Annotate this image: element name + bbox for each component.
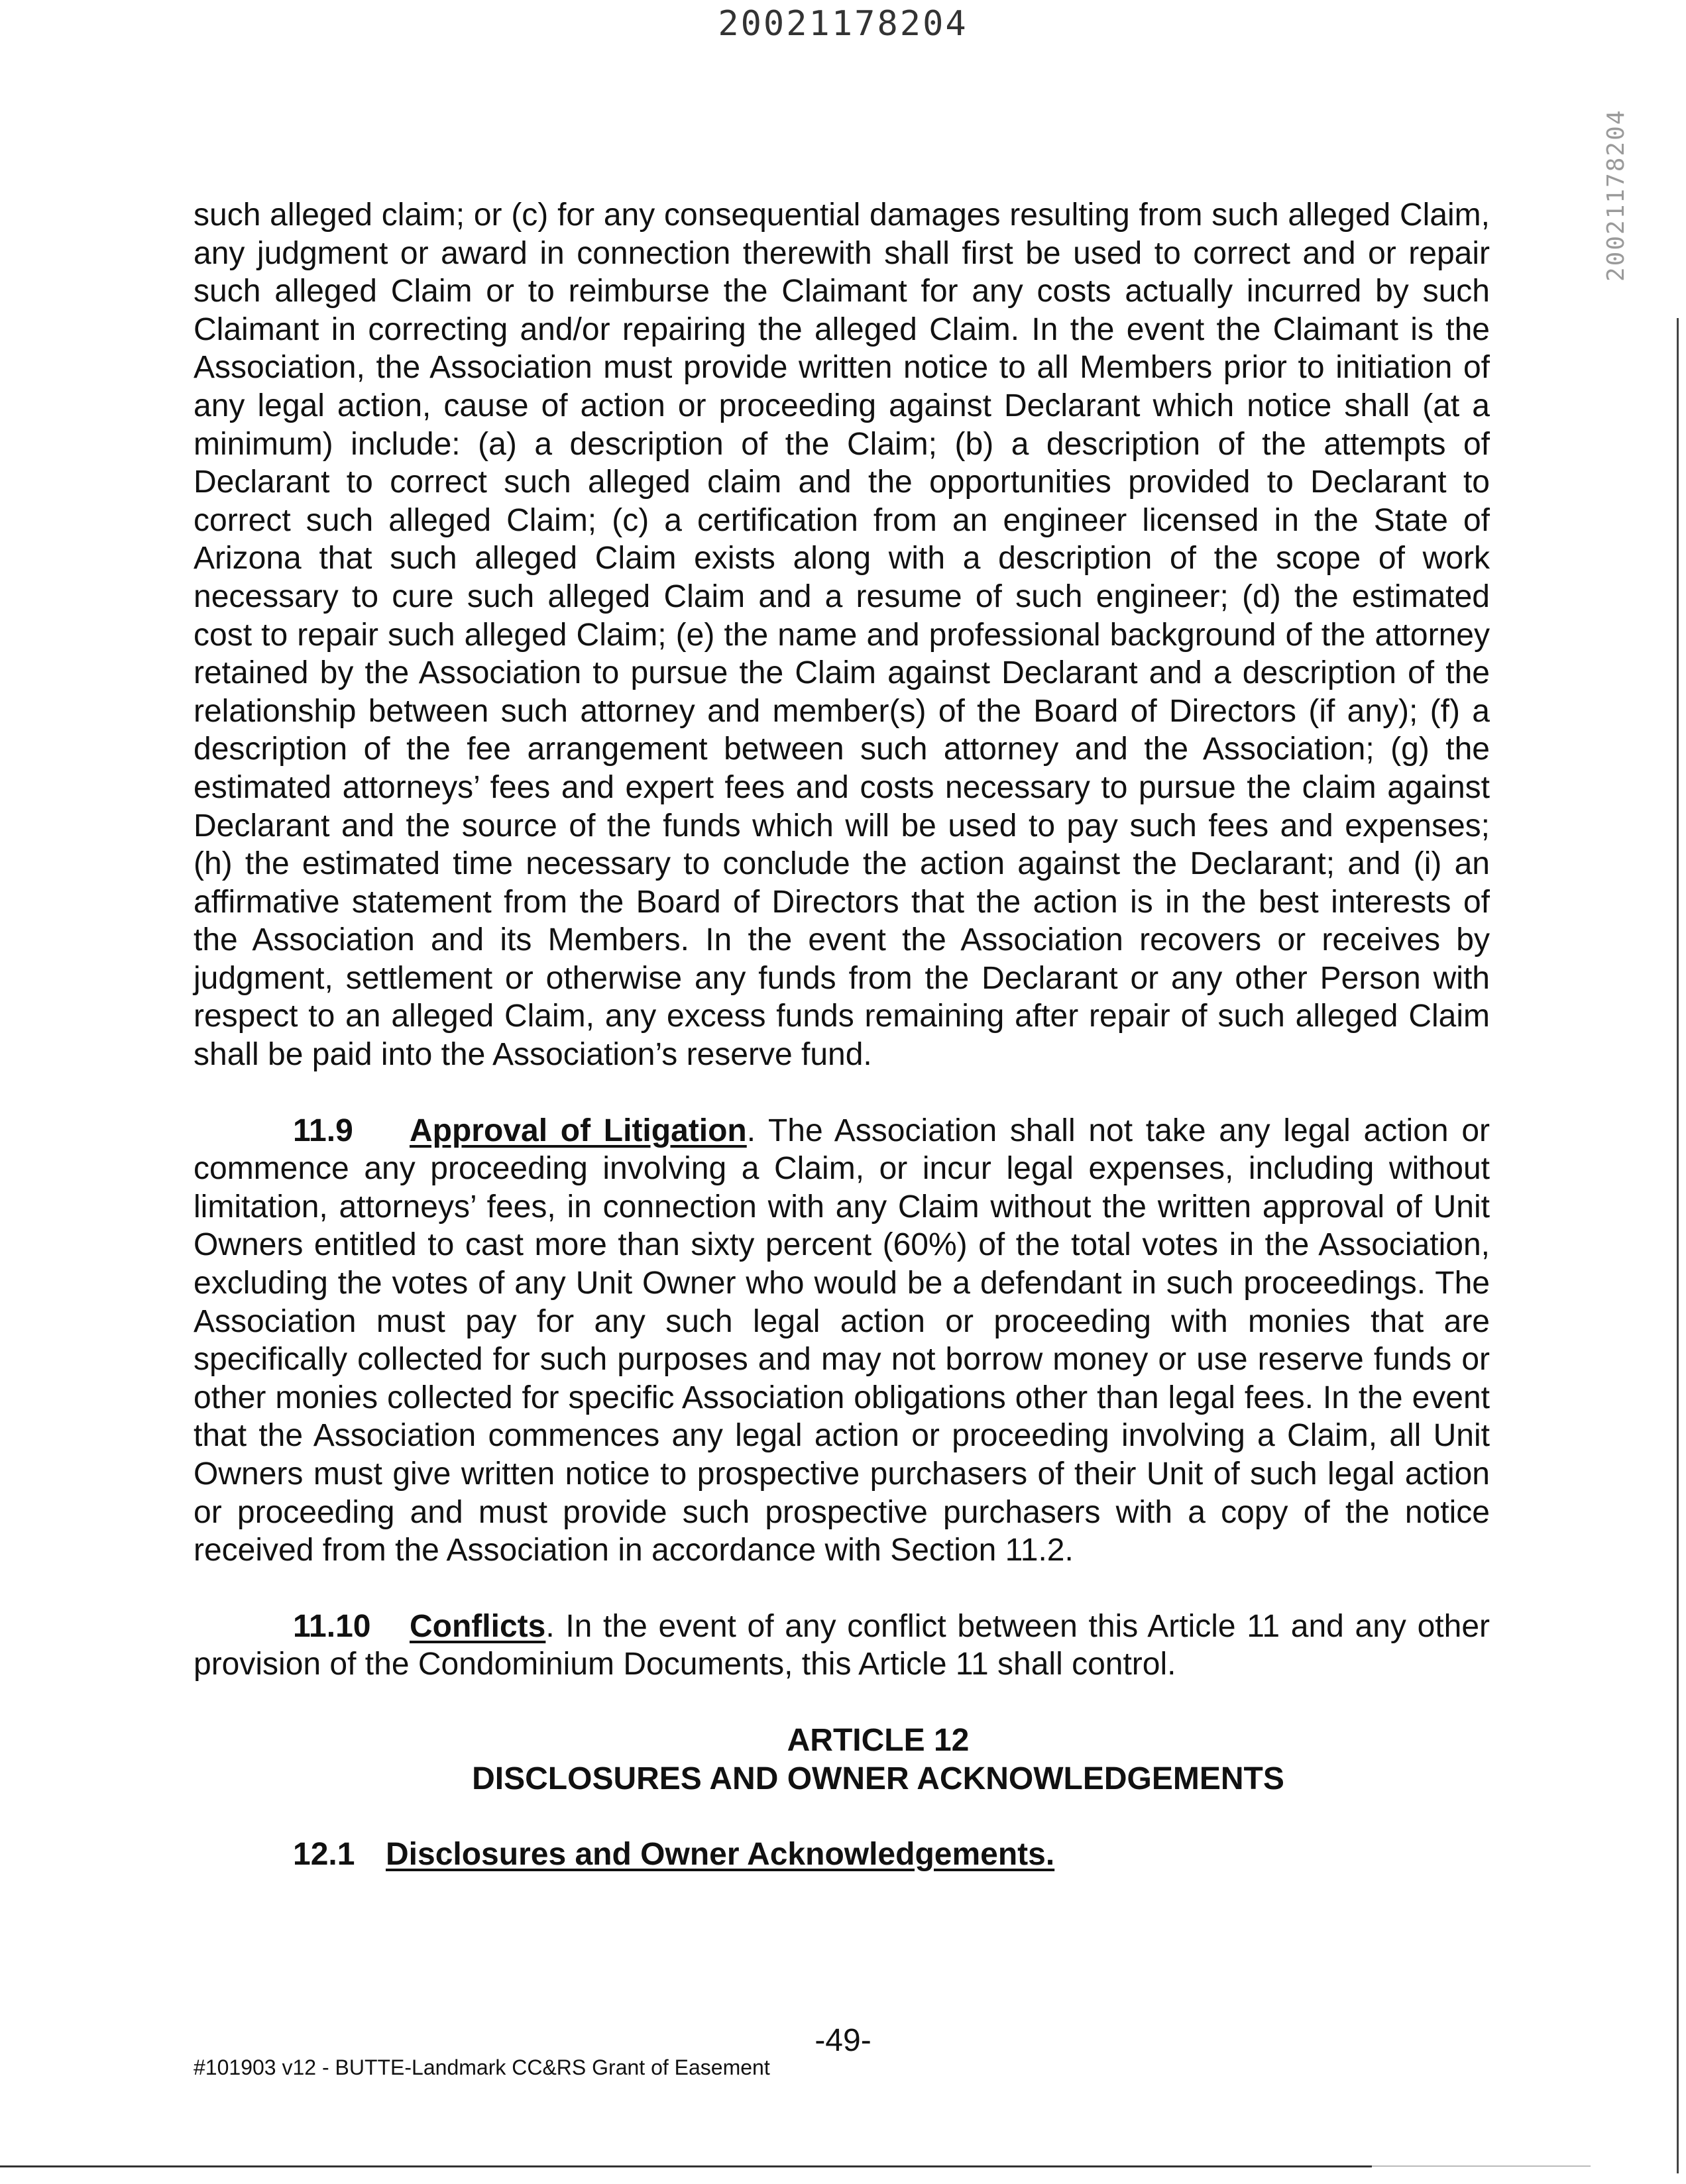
section-11-10-number: 11.10 bbox=[293, 1608, 371, 1644]
section-12-1-title: Disclosures and Owner Acknowledgements. bbox=[386, 1837, 1055, 1873]
section-12-1-number: 12.1 bbox=[293, 1837, 355, 1873]
section-11-10-title: Conflicts bbox=[410, 1608, 546, 1644]
right-margin-rule bbox=[1677, 318, 1679, 2173]
bottom-rule-faint bbox=[1372, 2165, 1591, 2167]
document-body bbox=[194, 196, 1490, 1874]
footer-document-reference: #101903 v12 - BUTTE-Landmark CC&RS Grant of Easement bbox=[194, 2055, 770, 2079]
section-11-10 bbox=[194, 1608, 1490, 1684]
side-recording-stamp: 20021178204 bbox=[1602, 109, 1630, 282]
section-11-9 bbox=[194, 1112, 1490, 1570]
article-heading: ARTICLE 12 bbox=[787, 1722, 970, 1758]
bottom-rule bbox=[0, 2165, 1372, 2167]
recording-number: 20021178204 bbox=[718, 4, 968, 44]
section-12-1-heading bbox=[194, 1835, 1490, 1874]
intro-paragraph: such alleged claim; or (c) for any consequential damages resulting from such alleged Claim, any judgment or award in connection therewith shall first be used to correct and or repair such alleged Claim or to reimburse the Claimant for any costs actually incurred by such Claimant in correcting and/or repairing the alleged Claim. In the event the Claimant is the Association, the Association must provide written notice to all Members prior to initiation of any legal action, cause of action or proceeding against Declarant which notice shall (at a minimum) include: (a) a description of the Claim; (b) a description of the attempts of Declarant to correct such alleged claim and the opportunities provided to Declarant to correct such alleged Claim; (c) a certification from an engineer licensed in the State of Arizona that such alleged Claim exists along with a description of the scope of work necessary to cure such alleged Claim and a resume of such engineer; (d) the estimated cost to repair such alleged Claim; (e) the name and professional background of the attorney retained by the Association to pursue the Claim against Declarant and a description of the relationship between such attorney and member(s) of the Board of Directors (if any); (f) a description of the fee arrangement between such attorney and the Association; (g) the estimated attorneys’ fees and expert fees and costs necessary to pursue the claim against Declarant and the source of the funds which will be used to pay such fees and expenses; (h) the estimated time necessary to conclude the action against the Declarant; and (i) an affirmative statement from the Board of Directors that the action is in the best interests of the Association and its Members. In the event the Association recovers or receives by judgment, settlement or otherwise any funds from the Declarant or any other Person with respect to an alleged Claim, any excess funds remaining after repair of such alleged Claim shall be paid into the Association’s reserve fund. bbox=[194, 197, 1490, 1073]
section-11-9-text: . The Association shall not take any legal action or commence any proceeding involving a Claim, or incur legal expenses, including without limitation, attorneys’ fees, in connection with any Claim without the written approval of Unit Owners entitled to cast more than sixty percent (60%) of the total votes in the Association, excluding the votes of any Unit Owner who would be a defendant in such proceedings. The Association must pay for any such legal action or proceeding with monies that are specifically collected for such purposes and may not borrow money or use reserve funds or other monies collected for specific Association obligations other than legal fees. In the event that the Association commences any legal action or proceeding involving a Claim, all Unit Owners must give written notice to prospective purchasers of their Unit of such legal action or proceeding and must provide such prospective purchasers with a copy of the notice received from the Association in accordance with Section 11.2. bbox=[194, 1113, 1490, 1568]
section-11-10-text: . In the event of any conflict between this Article 11 and any other provision of the Condominium Documents, this Article 11 shall control. bbox=[194, 1608, 1490, 1682]
section-11-9-title: Approval of Litigation bbox=[410, 1113, 747, 1148]
article-title: DISCLOSURES AND OWNER ACKNOWLEDGEMENTS bbox=[472, 1761, 1284, 1796]
article-12-heading-block bbox=[194, 1721, 1490, 1798]
page-number: -49- bbox=[815, 2023, 871, 2058]
section-11-9-number: 11.9 bbox=[293, 1113, 353, 1148]
